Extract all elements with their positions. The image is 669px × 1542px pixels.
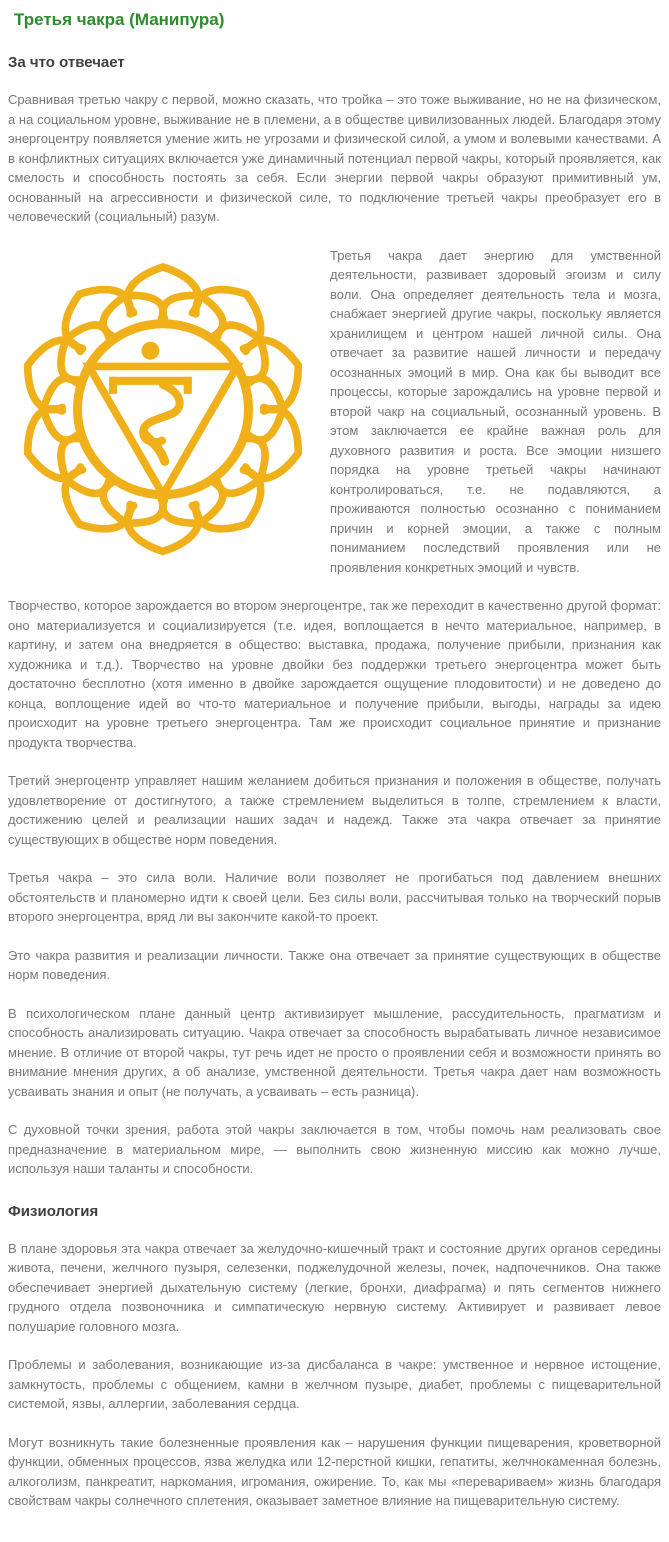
paragraph: Третий энергоцентр управляет нашим желанием добиться признания и положения в обществе, получать удовлетворение от достигнутого, а также стремлением выделиться в толпе, стремлением к власти, достижению целей и реализации наших задач и надежд. Также эта чакра отвечает за принятие существующих в обществе норм поведения.: [8, 773, 661, 847]
paragraph: Творчество, которое зарождается во втором энергоцентре, так же переходит в качественно другой формат: оно материализуется и социализируется (т.е. идея, воплощается в нечто материальное, например, в картину, и затем она внедряется в общество: выставка, продажа, получение прибыли, признания как художника и т.д.). Творчество на уровне двойки без поддержки третьего энергоцентра может быть достаточно бесплотно (хотя именно в двойке зарождается ощущение плодовитости) и не доведено до конца, воплощение идей во что-то материальное и получение прибыли, выгоды, награды за идею происходит на уровне третьего энергоцентра. Там же происходит социальное принятие и признание продукта творчества.: [8, 598, 661, 750]
chakra-circle: [78, 323, 249, 494]
glyph-bar: [109, 376, 192, 393]
section-heading-responsibilities: За что отвечает: [8, 54, 125, 71]
manipura-chakra-image: [10, 253, 318, 569]
paragraph: Третья чакра – это сила воли. Наличие воли позволяет не прогибаться под давлением внешних обстоятельств и планомерно идти к своей цели. Без силы воли, рассчитывая только на творческий порыв второго энергоцентра, вряд ли вы закончите какой-то проект.: [8, 870, 661, 924]
manipura-lotus-icon: [10, 253, 316, 569]
section-heading-physiology: Физиология: [8, 1202, 99, 1220]
ram-seed-syllable: [109, 341, 192, 461]
bindu-dot: [141, 341, 159, 359]
paragraph: Сравнивая третью чакру с первой, можно сказать, что тройка – это тоже выживание, но не на физическом, а на социальном уровне, выживание не в племени, а в обществе цивилизованных людей. Благодаря этому энергоцентру появляется умение жить не угрозами и физической силой, а умом и волевыми качествами. А в конфликтных ситуациях включается уже динамичный потенциал первой чакры, который проявляется, как смелость и способность постоять за себя. Если энергии первой чакры образуют примитивный ум, основанный на агрессивности и физической силе, то подключение третьей чакры преобразует его в человеческий (социальный) разум.: [8, 92, 661, 224]
paragraph: Это чакра развития и реализации личности. Также она отвечает за принятие существующих в обществе норм поведения.: [8, 947, 661, 982]
paragraph: В плане здоровья эта чакра отвечает за желудочно-кишечный тракт и состояние других органов середины живота, печени, желчного пузыря, селезенки, поджелудочной железы, почек, надпочечников. Она также обеспечивает энергией дыхательную систему (легкие, бронхи, диафрагма) и пять сегментов нижнего грудного отдела позвоночника и симпатическую нервную систему. Активирует и развивает левое полушарие головного мозга.: [8, 1240, 661, 1334]
paragraph: Проблемы и заболевания, возникающие из-за дисбаланса в чакре: умственное и нервное истощение, замкнутость, проблемы с общением, камни в желчном пузыре, диабет, проблемы с пищеварительной системой, язвы, аллергии, заболевания сердца.: [8, 1357, 661, 1411]
page-title: Третья чакра (Манипура): [14, 10, 225, 29]
section-responsibilities: [8, 54, 661, 1179]
paragraph: В психологическом плане данный центр активизирует мышление, рассудительность, прагматизм и способность анализировать ситуацию. Чакра отвечает за способность вырабатывать личное независимое мнение. В отличие от второй чакры, тут речь идет не просто о проявлении себя и возможности принять во внимание мнения других, а об анализе, умственной деятельности. Третья чакра дает нам возможность усваивать знания и опыт (не получать, а усваивать – есть разница).: [8, 1005, 661, 1099]
paragraph: Третья чакра дает энергию для умственной деятельности, развивает здоровый эгоизм и силу воли. Она определяет деятельность тела и мозга, снабжает энергией другие чакры, поскольку является хранилищем и центром нашей личной силы. Она отвечает за развитие нашей личности и передачу осознанных эмоций в мир. Она как бы выводит все процессы, которые зарождались на уровне первой и второй чакр на социальный, осознанный уровень. В этом заключается ее крайне важная роль для духовного развития и роста. Все эмоции низшего порядка на уровне третьей чакры начинают контролироваться, т.е. не подавляются, а проживаются полностью осознанно с пониманием причин и корней эмоции, а также с полным пониманием последствий проявления или не проявления конкретных эмоций и чувств.: [330, 247, 661, 575]
paragraph: С духовной точки зрения, работа этой чакры заключается в том, чтобы помочь нам реализовать свое предназначение в материальном мире, — выполнить свою жизненную миссию как можно лучше, используя наши таланты и способности.: [8, 1122, 661, 1176]
section-physiology: [8, 1203, 661, 1511]
paragraph: Могут возникнуть такие болезненные проявления как – нарушения функции пищеварения, кроветворной функции, обменных процессов, язва желудка или 12-перстной кишки, гепатиты, желчнокаменная болезнь, алкоголизм, панкреатит, наркомания, игромания, ожирение. То, как мы «перевариваем» жизнь благодаря свойствам чакры солнечного сплетения, оказывает заметное влияние на пищеварительную систему.: [8, 1434, 661, 1508]
